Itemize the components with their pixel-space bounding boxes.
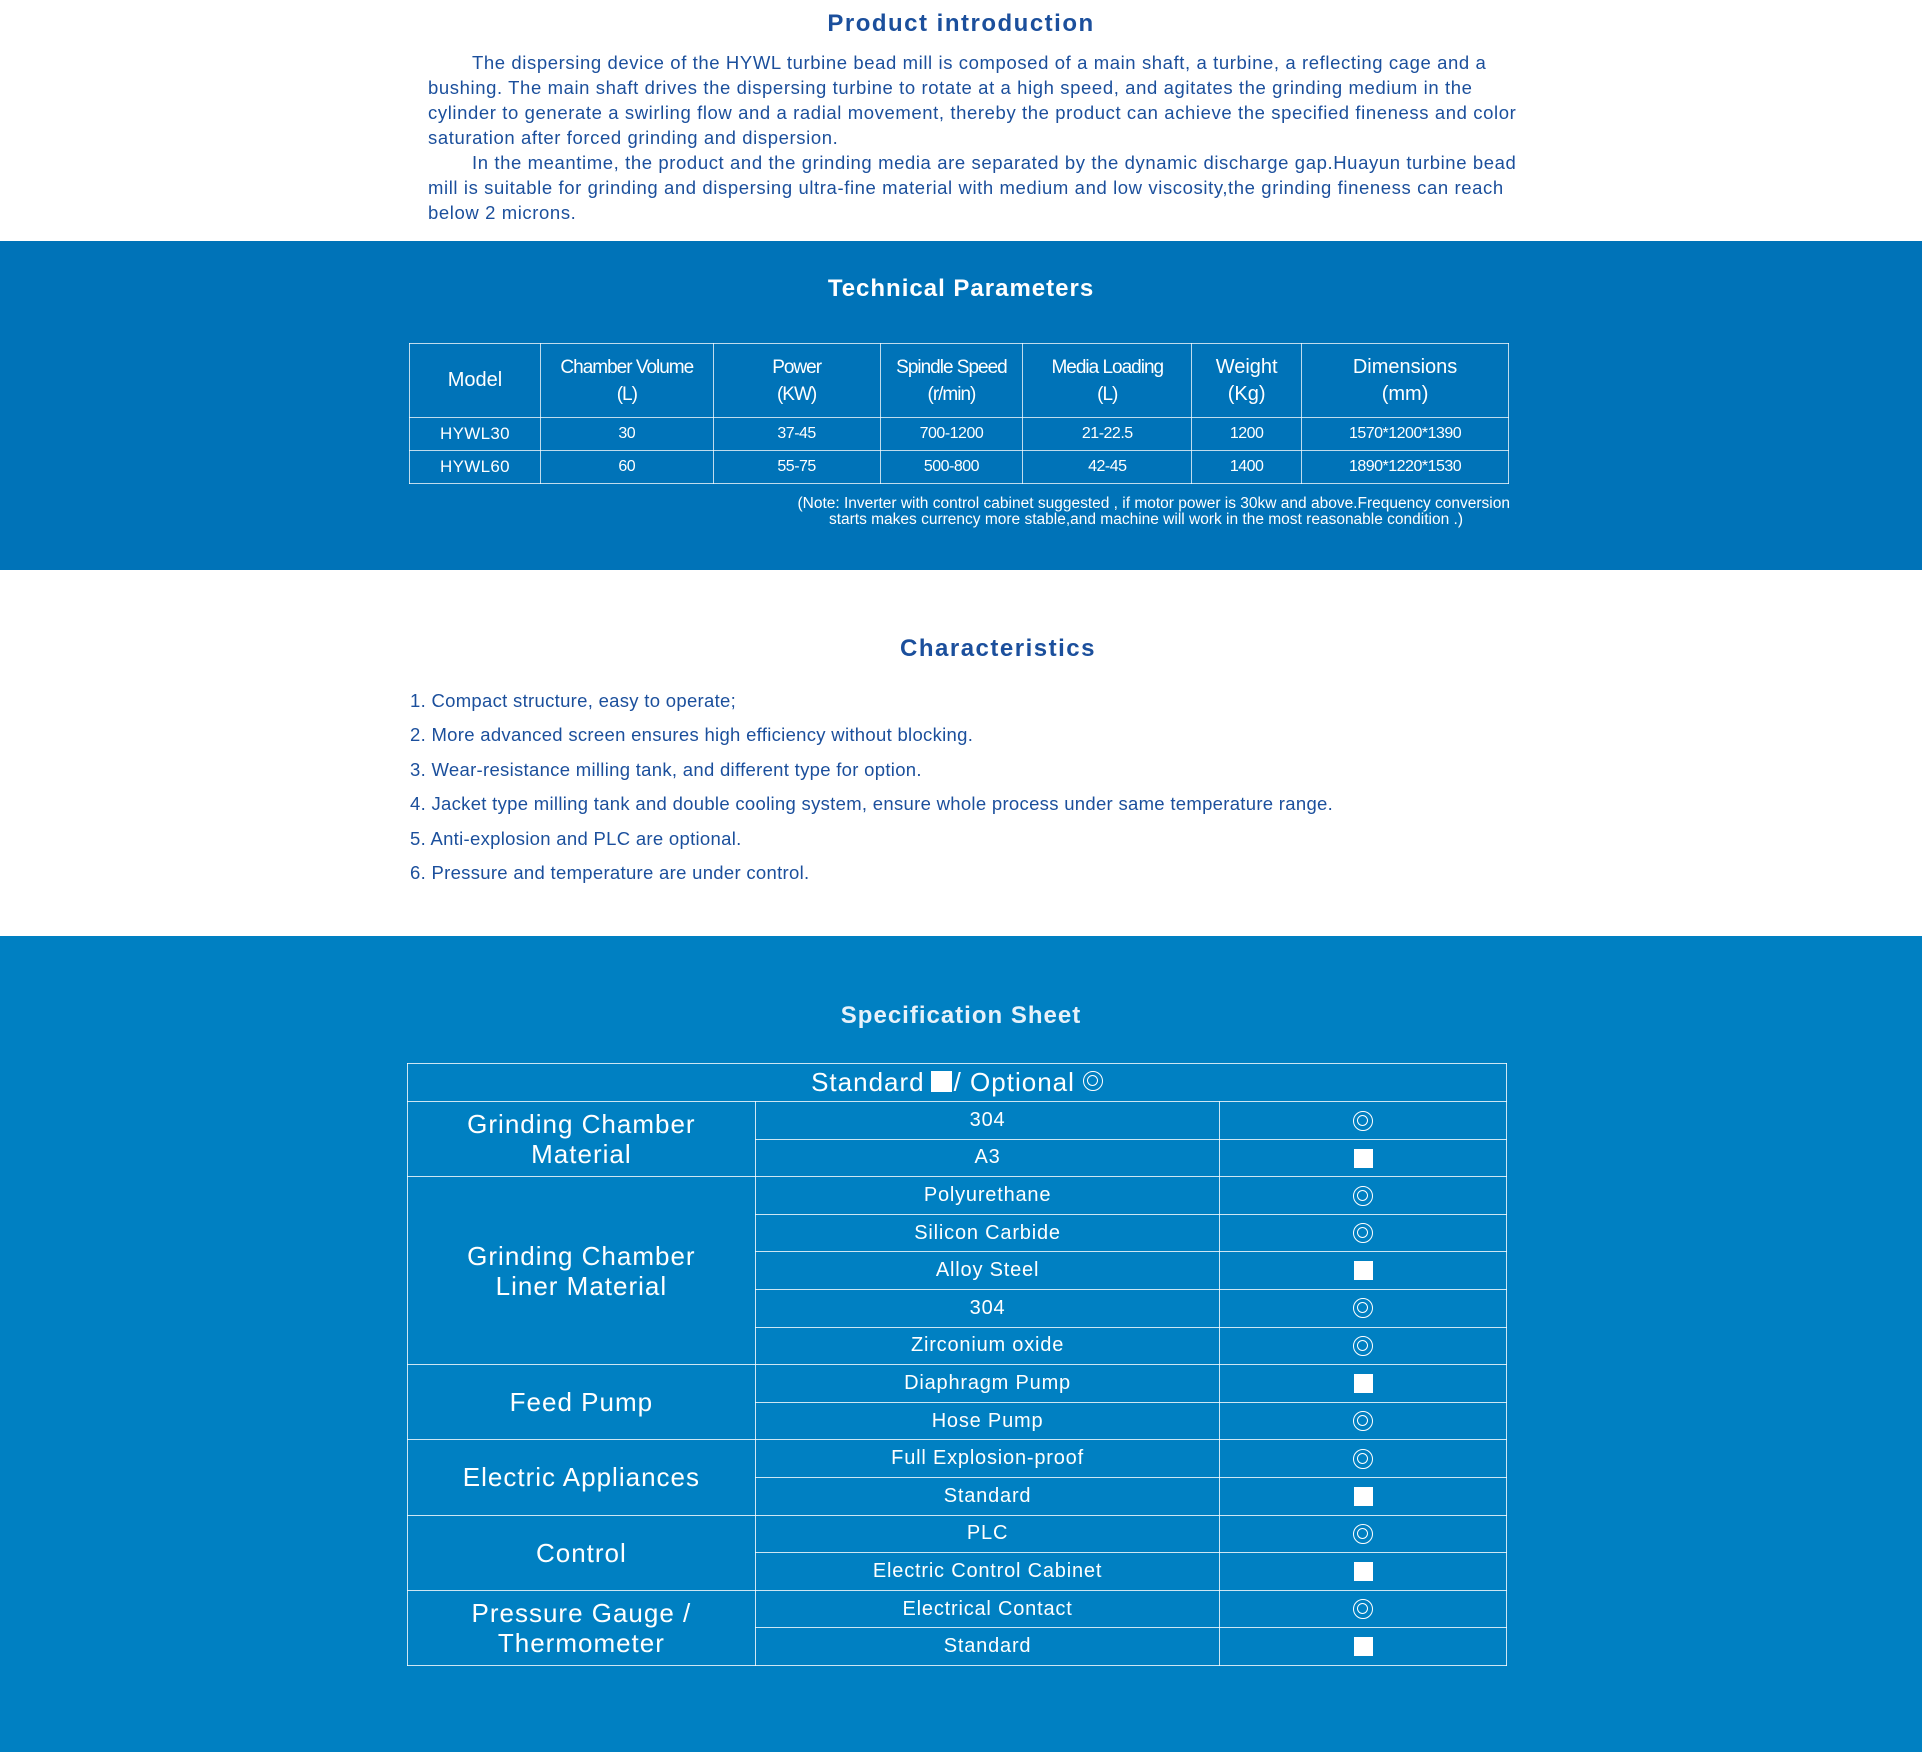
cell-spindle-speed: 500-800 (880, 451, 1023, 484)
spec-option: 304 (755, 1102, 1220, 1140)
spec-mark (1220, 1553, 1507, 1591)
spec-category-line: Control (535, 1537, 627, 1568)
spec-row (408, 1515, 1507, 1553)
legend-standard-label: Standard (811, 1067, 925, 1097)
cell-model: HYWL60 (410, 451, 541, 484)
technical-note-line: (Note: Inverter with control cabinet suggested , if motor power is 30kw and above.Frequency conversion (797, 495, 1510, 512)
spec-mark (1220, 1515, 1507, 1553)
technical-parameters-table (409, 343, 1509, 484)
spec-option: Standard (755, 1628, 1220, 1666)
cell-chamber-volume: 60 (540, 451, 713, 484)
column-header-model: Model (410, 344, 541, 418)
spec-option: Zirconium oxide (755, 1327, 1220, 1365)
filled-square-icon (1354, 1374, 1373, 1393)
cell-weight: 1400 (1192, 451, 1302, 484)
legend-row (408, 1064, 1507, 1102)
spec-category-line: Pressure Gauge / (471, 1597, 692, 1628)
spec-mark (1220, 1628, 1507, 1666)
spec-mark (1220, 1477, 1507, 1515)
column-header-spindle-speed: Spindle Speed (r/min) (880, 344, 1023, 418)
spec-category-line: Feed Pump (509, 1387, 654, 1418)
spec-mark (1220, 1327, 1507, 1365)
spec-category-line: Material (531, 1139, 632, 1170)
column-header-weight: Weight (Kg) (1192, 344, 1302, 418)
product-introduction-body (428, 50, 1520, 225)
column-header-dimensions: Dimensions (mm) (1302, 344, 1509, 418)
specification-sheet-section (0, 936, 1922, 1752)
filled-square-icon (1354, 1637, 1373, 1656)
spec-option: PLC (755, 1515, 1220, 1553)
spec-category-line: Grinding Chamber (467, 1109, 696, 1140)
spec-category (408, 1365, 756, 1440)
double-circle-icon (1353, 1298, 1373, 1318)
filled-square-icon (1354, 1261, 1373, 1280)
spec-mark (1220, 1289, 1507, 1327)
spec-mark (1220, 1214, 1507, 1252)
spec-option: Silicon Carbide (755, 1214, 1220, 1252)
spec-option: A3 (755, 1139, 1220, 1177)
cell-model: HYWL30 (410, 418, 541, 451)
spec-category (408, 1440, 756, 1515)
spec-row (408, 1365, 1507, 1403)
technical-note-line: starts makes currency more stable,and machine will work in the most reasonable condition .) (828, 511, 1463, 528)
filled-square-icon (1354, 1562, 1373, 1581)
spec-category (408, 1177, 756, 1365)
spec-option: 304 (755, 1289, 1220, 1327)
spec-category-line: Grinding Chamber (467, 1240, 696, 1271)
list-item: 3. Wear-resistance milling tank, and different type for option. (410, 758, 922, 780)
spec-option: Polyurethane (755, 1177, 1220, 1215)
column-header-power: Power (KW) (713, 344, 880, 418)
spec-row (408, 1440, 1507, 1478)
double-circle-icon (1083, 1071, 1103, 1091)
product-introduction-title: Product introduction (827, 10, 1095, 37)
specification-table (407, 1063, 1507, 1666)
double-circle-icon (1353, 1411, 1373, 1431)
spec-mark (1220, 1440, 1507, 1478)
double-circle-icon (1353, 1449, 1373, 1469)
spec-row (408, 1590, 1507, 1628)
intro-paragraph: In the meantime, the product and the grinding media are separated by the dynamic discharge gap.Huayun turbine bead mill is suitable for grinding and dispersing ultra-fine material with medium and low viscosity,the grinding fineness can reach below 2 microns. (428, 152, 1517, 223)
spec-mark (1220, 1102, 1507, 1140)
double-circle-icon (1353, 1336, 1373, 1356)
list-item: 2. More advanced screen ensures high efficiency without blocking. (410, 724, 974, 746)
technical-parameters-section (0, 241, 1922, 570)
spec-mark (1220, 1139, 1507, 1177)
double-circle-icon (1353, 1524, 1373, 1544)
spec-category-line: Electric Appliances (462, 1462, 700, 1493)
spec-mark (1220, 1177, 1507, 1215)
cell-dimensions: 1570*1200*1390 (1302, 418, 1509, 451)
cell-chamber-volume: 30 (540, 418, 713, 451)
characteristics-title: Characteristics (900, 635, 1096, 662)
cell-weight: 1200 (1192, 418, 1302, 451)
intro-paragraph: The dispersing device of the HYWL turbine bead mill is composed of a main shaft, a turbine, a reflecting cage and a bushing. The main shaft drives the dispersing turbine to rotate at a high speed, and agitates the grinding medium in the cylinder to generate a swirling flow and a radial movement, thereby the product can achieve the specified fineness and color saturation after forced grinding and dispersion. (428, 52, 1517, 148)
specification-sheet-title: Specification Sheet (840, 1002, 1082, 1029)
spec-option: Diaphragm Pump (755, 1365, 1220, 1403)
spec-option: Full Explosion-proof (755, 1440, 1220, 1478)
table-row (410, 451, 1509, 484)
characteristics-section (0, 570, 1922, 936)
spec-option: Hose Pump (755, 1402, 1220, 1440)
spec-option: Electric Control Cabinet (755, 1553, 1220, 1591)
spec-row (408, 1177, 1507, 1215)
product-introduction-section (0, 0, 1922, 241)
legend-cell (408, 1064, 1507, 1102)
spec-category (408, 1515, 756, 1590)
table-row (410, 418, 1509, 451)
spec-mark (1220, 1590, 1507, 1628)
spec-category-line: Thermometer (497, 1627, 665, 1658)
list-item: 6. Pressure and temperature are under control. (410, 861, 810, 883)
filled-square-icon (1354, 1487, 1373, 1506)
double-circle-icon (1353, 1186, 1373, 1206)
spec-mark (1220, 1402, 1507, 1440)
cell-media-loading: 42-45 (1023, 451, 1192, 484)
double-circle-icon (1353, 1223, 1373, 1243)
spec-row (408, 1102, 1507, 1140)
list-item: 1. Compact structure, easy to operate; (410, 690, 737, 711)
legend-optional-label: / Optional (953, 1067, 1075, 1097)
spec-option: Electrical Contact (755, 1590, 1220, 1628)
spec-option: Alloy Steel (755, 1252, 1220, 1290)
spec-option: Standard (755, 1477, 1220, 1515)
list-item: 5. Anti-explosion and PLC are optional. (410, 827, 742, 849)
column-header-media-loading: Media Loading (L) (1023, 344, 1192, 418)
double-circle-icon (1353, 1599, 1373, 1619)
cell-dimensions: 1890*1220*1530 (1302, 451, 1509, 484)
spec-category (408, 1590, 756, 1665)
cell-spindle-speed: 700-1200 (880, 418, 1023, 451)
spec-category-line: Liner Material (495, 1270, 668, 1301)
technical-note (600, 496, 1510, 528)
list-item: 4. Jacket type milling tank and double cooling system, ensure whole process under same temperature range. (410, 793, 1334, 815)
spec-mark (1220, 1365, 1507, 1403)
table-header-row (410, 344, 1509, 418)
spec-mark (1220, 1252, 1507, 1290)
spec-category (408, 1102, 756, 1177)
cell-media-loading: 21-22.5 (1023, 418, 1192, 451)
filled-square-icon (1354, 1149, 1373, 1168)
filled-square-icon (931, 1071, 952, 1092)
characteristics-list (410, 691, 1510, 897)
cell-power: 55-75 (713, 451, 880, 484)
cell-power: 37-45 (713, 418, 880, 451)
column-header-chamber-volume: Chamber Volume (L) (540, 344, 713, 418)
technical-parameters-title: Technical Parameters (827, 275, 1095, 302)
double-circle-icon (1353, 1111, 1373, 1131)
